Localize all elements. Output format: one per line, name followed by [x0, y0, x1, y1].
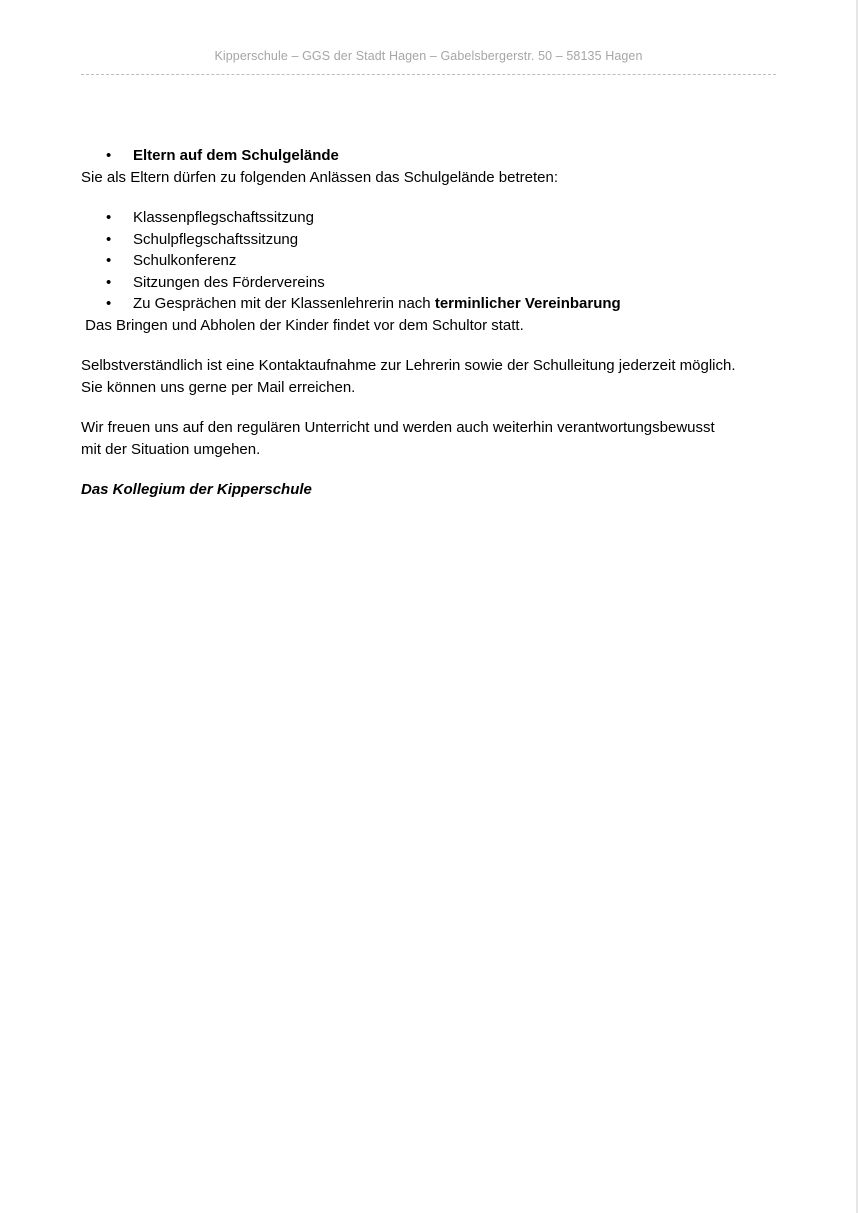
- outlook-paragraph: [81, 417, 781, 460]
- occasions-list: [81, 207, 781, 315]
- bullet-icon: •: [106, 252, 112, 269]
- header-divider: [81, 74, 776, 75]
- document-body: [81, 145, 781, 520]
- list-item-label-emphasis: terminlicher Vereinbarung: [434, 295, 621, 312]
- bullet-icon: •: [106, 209, 112, 226]
- contact-line-2: Sie können uns gerne per Mail erreichen.: [81, 378, 356, 396]
- intro-paragraph: Sie als Eltern dürfen zu folgenden Anlässen das Schulgelände betreten:: [81, 168, 558, 186]
- bullet-icon: •: [106, 147, 112, 164]
- pickup-text: Das Bringen und Abholen der Kinder findet vor dem Schultor statt.: [81, 316, 524, 334]
- bullet-icon: •: [106, 230, 112, 248]
- contact-paragraph: [81, 355, 781, 398]
- list-item-label: Klassenpflegschaftssitzung: [133, 209, 314, 226]
- bullet-icon: •: [106, 295, 112, 312]
- outlook-line-2: mit der Situation umgehen.: [81, 440, 261, 458]
- bullet-icon: •: [106, 273, 112, 291]
- list-item: [81, 207, 781, 229]
- list-item: [81, 250, 781, 272]
- list-item-label: Sitzungen des Fördervereins: [133, 273, 325, 291]
- list-item-label: Schulkonferenz: [133, 252, 237, 269]
- list-item: [81, 272, 781, 294]
- page-header: Kipperschule – GGS der Stadt Hagen – Gabelsbergerstr. 50 – 58135 Hagen: [214, 49, 643, 63]
- outlook-line-1: Wir freuen uns auf den regulären Unterricht und werden auch weiterhin verantwortungsbewusst: [81, 419, 715, 436]
- section-heading: Eltern auf dem Schulgelände: [133, 147, 339, 164]
- signature: Das Kollegium der Kipperschule: [81, 481, 312, 498]
- list-item: [81, 293, 781, 315]
- list-item: [81, 229, 781, 251]
- section-heading-list: [81, 145, 781, 167]
- pickup-paragraph: [81, 315, 781, 337]
- section-heading-item: [81, 145, 781, 167]
- list-item-label-prefix: Zu Gesprächen mit der Klassenlehrerin nach: [133, 295, 435, 312]
- contact-line-1: Selbstverständlich ist eine Kontaktaufnahme zur Lehrerin sowie der Schulleitung jederzeit möglich.: [81, 357, 736, 374]
- list-item-label: Schulpflegschaftssitzung: [133, 230, 299, 248]
